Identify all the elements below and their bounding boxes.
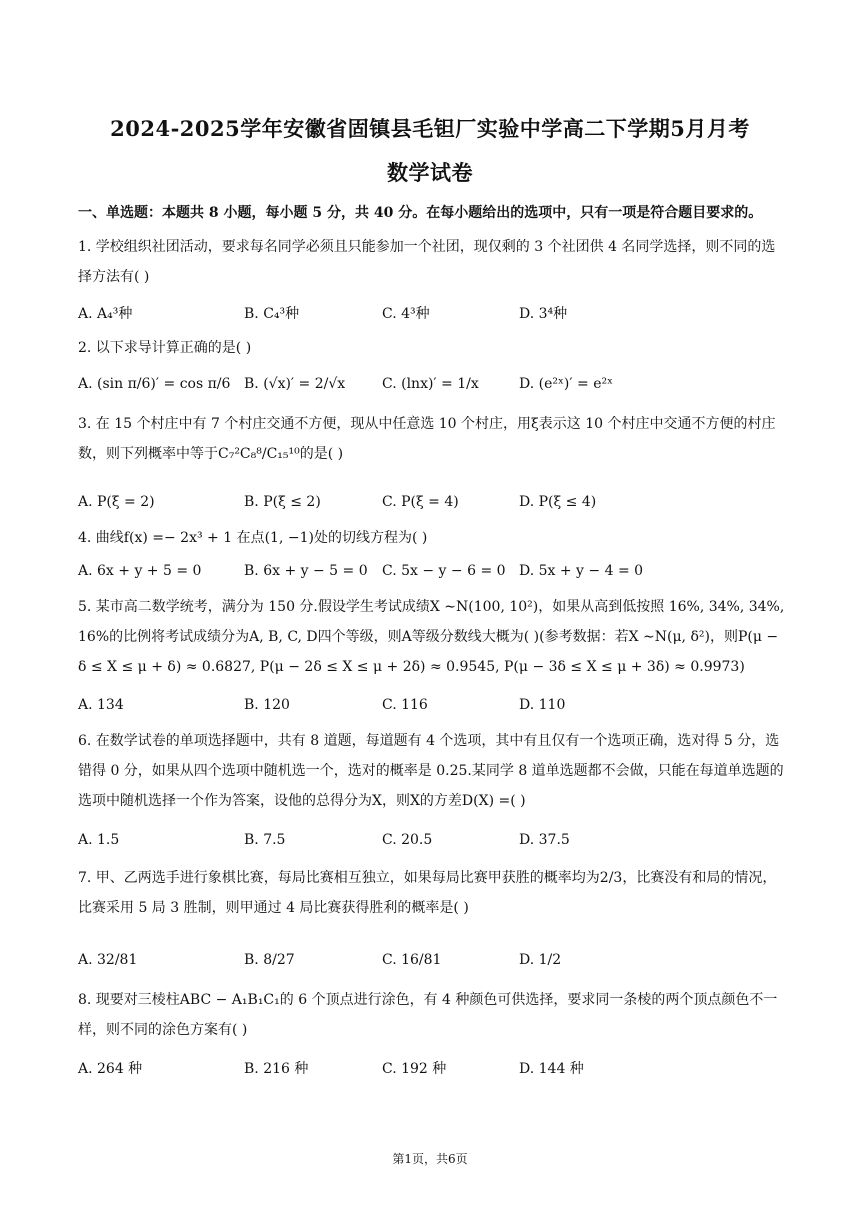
question-4-options [78, 563, 788, 587]
q5-option-c: C. 116 [382, 697, 428, 713]
question-5-stem: 5. 某市高二数学统考，满分为 150 分.假设学生考试成绩X ∼N(100, 10²)，如果从高到低按照 16%, 34%, 34%, 16%的比例将考试成绩分为A, B, C, D四个等级，则A等级分数线大概为( )(参考数据：若X ∼N(μ, δ²)，则P(μ − δ ≤ X ≤ μ + δ) ≈ 0.6827, P(μ − 2δ ≤ X ≤ μ + 2δ) ≈ 0.9545, P(μ − 3δ ≤ X ≤ μ + 3δ) ≈ 0.9973) [78, 599, 785, 675]
q6-option-d: D. 37.5 [519, 832, 570, 848]
q2-option-a: A. (sin π/6)′ = cos π/6 [78, 376, 231, 392]
q1-option-d: D. 3⁴种 [519, 306, 568, 322]
question-1-stem: 1. 学校组织社团活动，要求每名同学必须且只能参加一个社团，现仅剩的 3 个社团供 4 名同学选择，则不同的选择方法有( ) [78, 239, 776, 285]
q8-option-b: B. 216 种 [244, 1061, 309, 1077]
q7-option-a: A. 32/81 [78, 952, 138, 968]
question-8-options [78, 1058, 788, 1082]
question-8-stem: 8. 现要对三棱柱ABC − A₁B₁C₁的 6 个顶点进行涂色，有 4 种颜色可供选择，要求同一条棱的两个顶点颜色不一样，则不同的涂色方案有( ) [78, 992, 778, 1038]
q3-option-d: D. P(ξ ≤ 4) [519, 494, 597, 510]
q6-option-a: A. 1.5 [78, 832, 120, 848]
q5-option-d: D. 110 [519, 697, 566, 713]
q3-option-b: B. P(ξ ≤ 2) [244, 494, 321, 510]
question-7-options [78, 952, 788, 976]
page-footer: 第1页，共6页 [392, 1152, 468, 1166]
question-2-options [78, 376, 788, 400]
q8-option-a: A. 264 种 [78, 1061, 143, 1077]
q6-option-c: C. 20.5 [382, 832, 433, 848]
q1-option-b: B. C₄³种 [244, 306, 300, 322]
q1-option-a: A. A₄³种 [78, 306, 133, 322]
q5-option-a: A. 134 [78, 697, 124, 713]
question-4-stem: 4. 曲线f(x) =− 2x³ + 1 在点(1, −1)处的切线方程为( ) [78, 530, 428, 546]
q2-option-b: B. (√x)′ = 2/√x [244, 376, 346, 392]
question-2-stem: 2. 以下求导计算正确的是( ) [78, 340, 252, 356]
q8-option-c: C. 192 种 [382, 1061, 447, 1077]
question-6-stem: 6. 在数学试卷的单项选择题中，共有 8 道题，每道题有 4 个选项，其中有且仅有一个选项正确，选对得 5 分，选错得 0 分，如果从四个选项中随机选一个，选对的概率是 0.25.某同学 8 道单选题都不会做，只能在每道单选题的选项中随机选择一个作为答案，设他的总得分为X，则X的方差D(X) =( ) [78, 733, 784, 809]
question-7-stem: 7. 甲、乙两选手进行象棋比赛，每局比赛相互独立，如果每局比赛甲获胜的概率均为2/3，比赛没有和局的情况，比赛采用 5 局 3 胜制，则甲通过 4 局比赛获得胜利的概率是( ) [78, 870, 777, 916]
q7-option-b: B. 8/27 [244, 952, 295, 968]
q4-option-d: D. 5x + y − 4 = 0 [519, 563, 644, 579]
q8-option-d: D. 144 种 [519, 1061, 584, 1077]
q5-option-b: B. 120 [244, 697, 290, 713]
q1-option-c: C. 4³种 [382, 306, 430, 322]
q4-option-a: A. 6x + y + 5 = 0 [78, 563, 202, 579]
exam-title-line1: 2024-2025学年安徽省固镇县毛钽厂实验中学高二下学期5月月考 [110, 116, 750, 141]
q3-option-c: C. P(ξ = 4) [382, 494, 459, 510]
question-1-options [78, 303, 788, 327]
q4-option-b: B. 6x + y − 5 = 0 [244, 563, 368, 579]
q4-option-c: C. 5x − y − 6 = 0 [382, 563, 506, 579]
question-3-options [78, 494, 788, 518]
q7-option-c: C. 16/81 [382, 952, 442, 968]
q2-option-d: D. (e²ˣ)′ = e²ˣ [519, 376, 614, 392]
q7-option-d: D. 1/2 [519, 952, 562, 968]
q3-option-a: A. P(ξ = 2) [78, 494, 155, 510]
question-5-options [78, 697, 788, 721]
q6-option-b: B. 7.5 [244, 832, 286, 848]
section-heading: 一、单选题：本题共 8 小题，每小题 5 分，共 40 分。在每小题给出的选项中，只有一项是符合题目要求的。 [78, 205, 763, 221]
question-6-options [78, 832, 788, 856]
question-3-stem: 3. 在 15 个村庄中有 7 个村庄交通不方便，现从中任意选 10 个村庄，用ξ表示这 10 个村庄中交通不方便的村庄数，则下列概率中等于C₇²C₈⁸/C₁₅¹⁰的是( ) [78, 416, 776, 462]
q2-option-c: C. (lnx)′ = 1/x [382, 376, 479, 392]
exam-title-line2: 数学试卷 [387, 160, 473, 185]
